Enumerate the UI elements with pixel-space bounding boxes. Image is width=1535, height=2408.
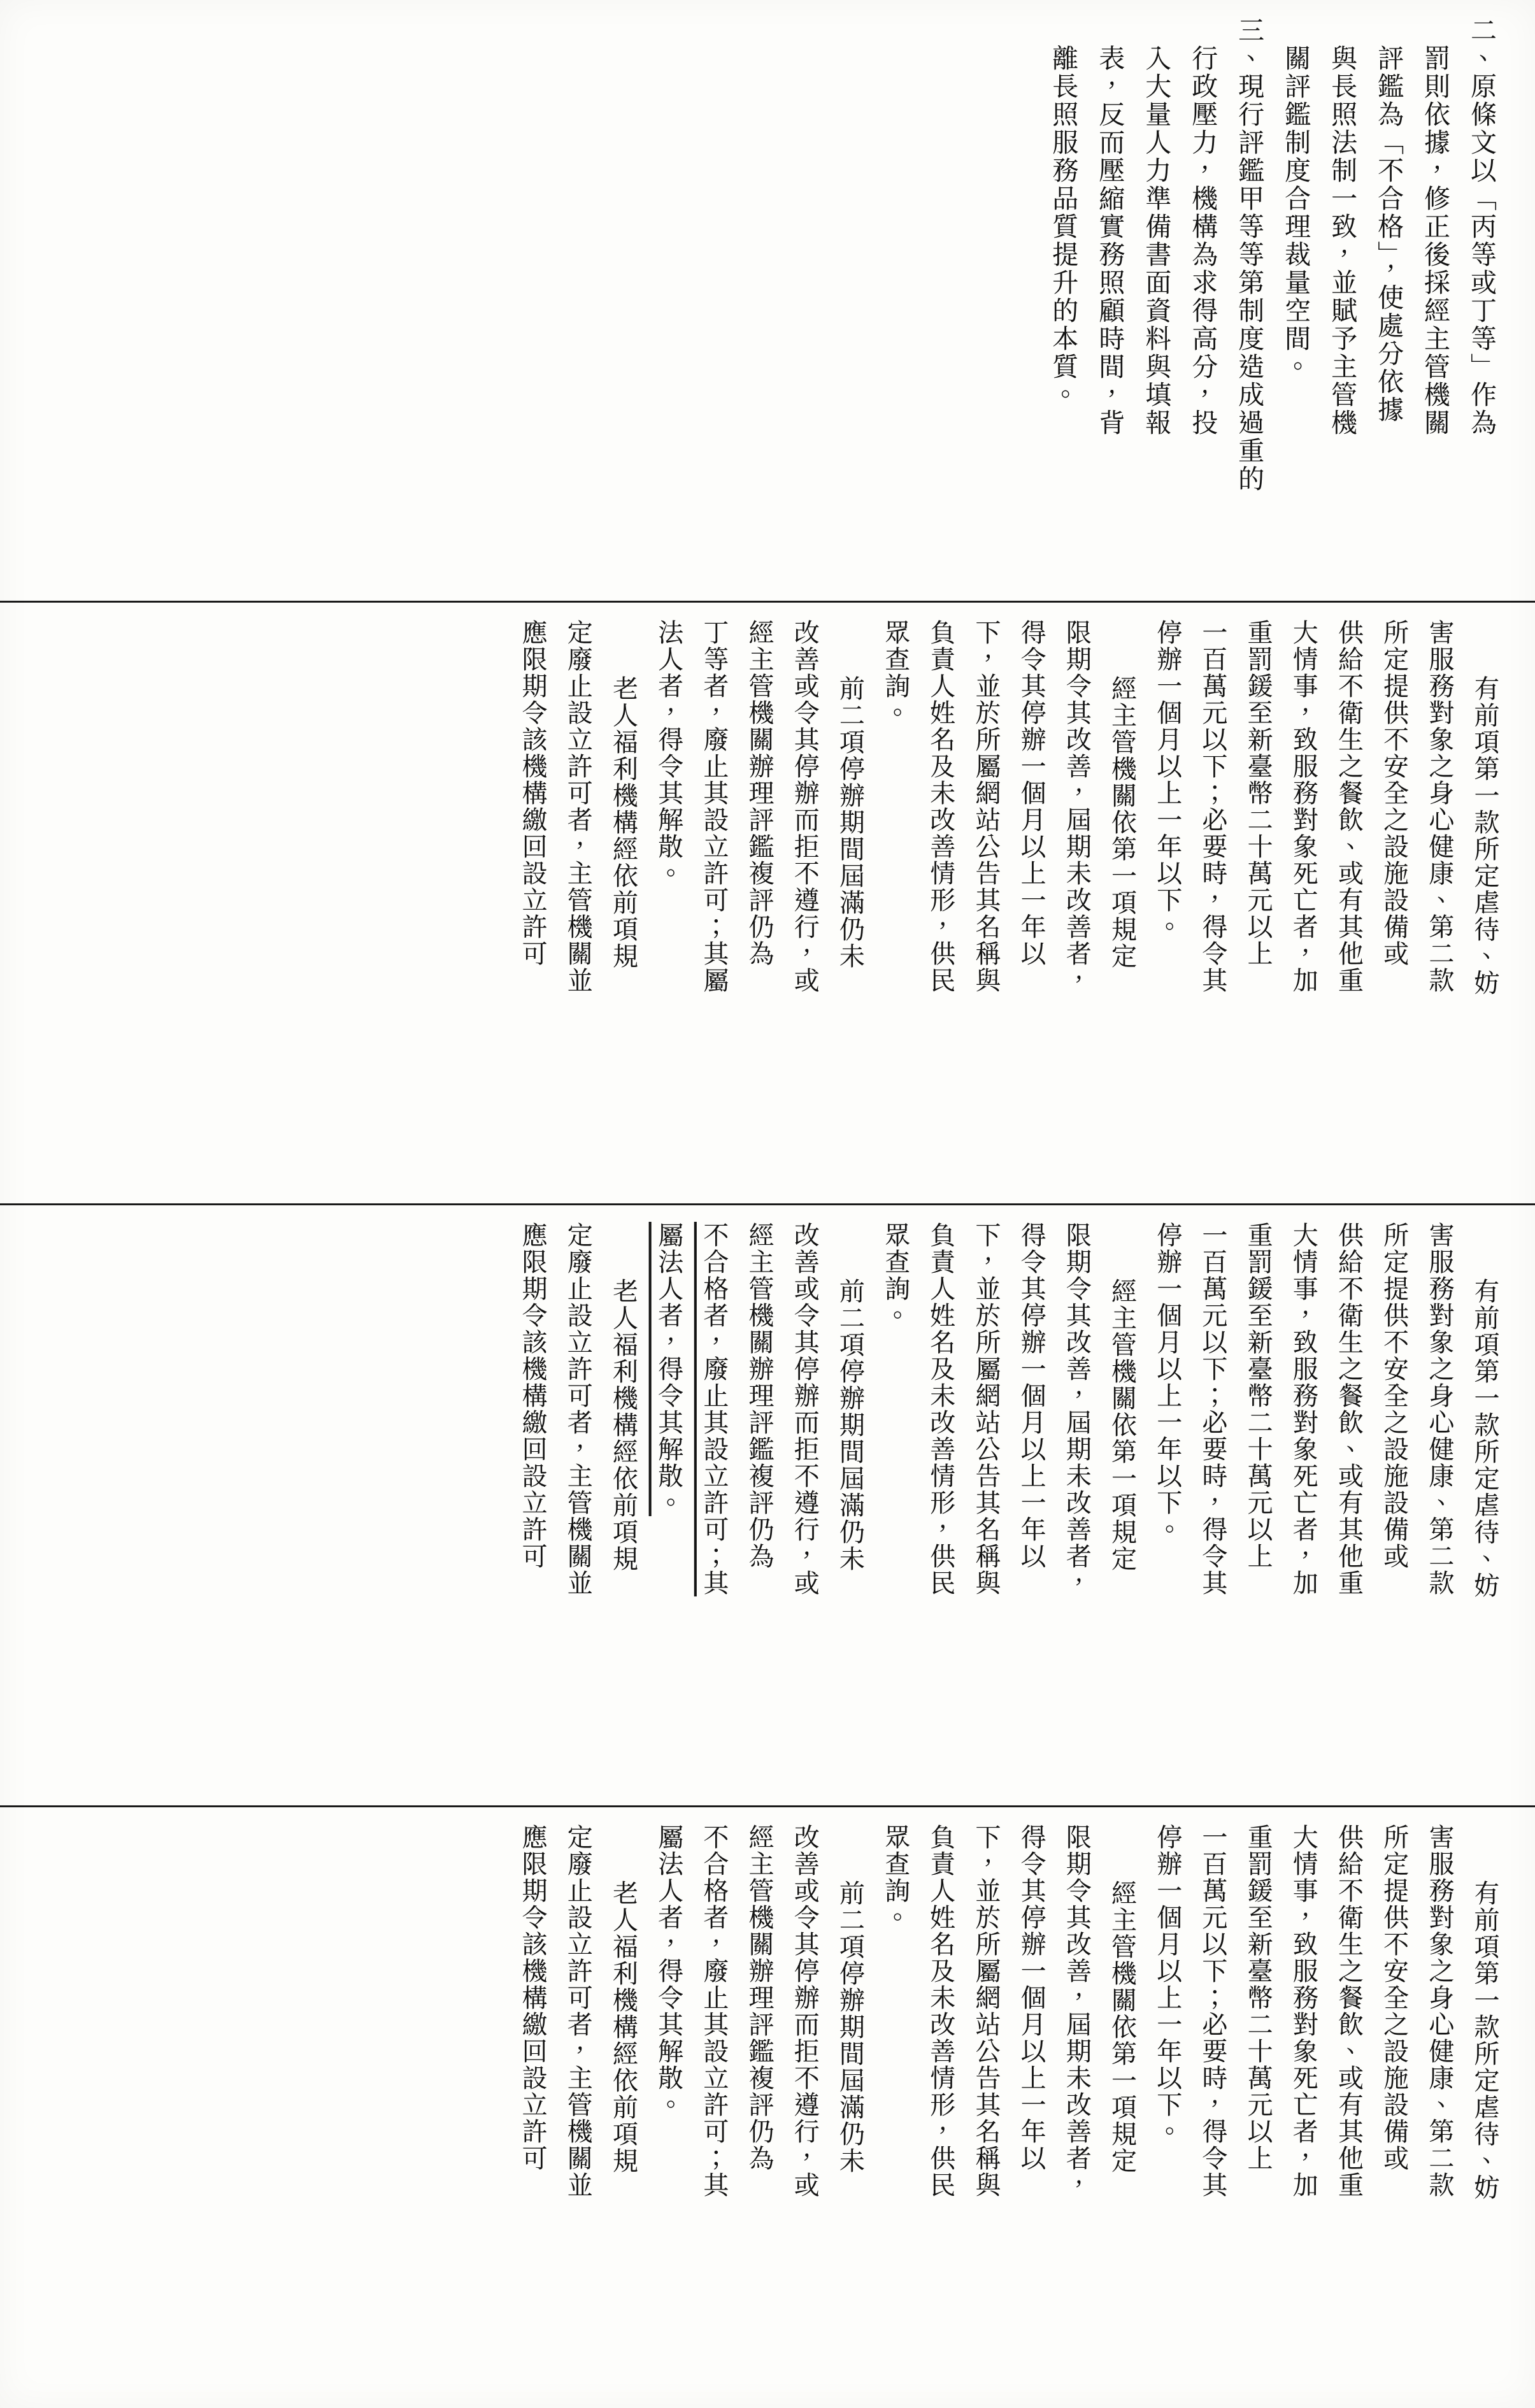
text-column: 應限期令該機構繳回設立許可 bbox=[518, 619, 548, 967]
text-column: 評鑑為「不合格」，使處分依據 bbox=[1373, 45, 1404, 424]
text-column: 有前項第一款所定虐待、妨 bbox=[1470, 1277, 1499, 1599]
text-column: 大情事，致服務對象死亡者，加 bbox=[1289, 1221, 1318, 1596]
text-column: 老人福利機構經依前項規 bbox=[608, 1880, 638, 2175]
text-column-underlined: 不合格者，廢止其設立許可；其 bbox=[699, 1221, 729, 1596]
text-band-explanation bbox=[0, 0, 1535, 601]
text-column: 定廢止設立許可者，主管機關並 bbox=[563, 1824, 593, 2199]
text-column: 限期令其改善，屆期未改善者， bbox=[1062, 619, 1092, 994]
text-column: 所定提供不安全之設施設備或 bbox=[1379, 619, 1409, 967]
text-column: 應限期令該機構繳回設立許可 bbox=[518, 1221, 548, 1570]
text-column: 二、原條文以「丙等或丁等」作為 bbox=[1466, 17, 1497, 437]
text-column: 得令其停辦一個月以上一年以 bbox=[1017, 1221, 1046, 1570]
text-column: 三、現行評鑑甲等等第制度造成過重的 bbox=[1234, 17, 1265, 493]
vertical-column-group bbox=[25, 1824, 1507, 2391]
text-column: 有前項第一款所定虐待、妨 bbox=[1470, 1880, 1499, 2202]
text-column: 一百萬元以下；必要時，得令其 bbox=[1197, 619, 1227, 994]
text-column: 定廢止設立許可者，主管機關並 bbox=[563, 1221, 593, 1596]
text-column: 眾查詢。 bbox=[880, 1824, 910, 1931]
text-column: 丁等者，廢止其設立許可；其屬 bbox=[699, 619, 729, 994]
text-column: 供給不衛生之餐飲、或有其他重 bbox=[1334, 1824, 1364, 2199]
text-column: 負責人姓名及未改善情形，供民 bbox=[925, 1221, 955, 1596]
text-column: 與長照法制一致，並賦予主管機 bbox=[1327, 45, 1358, 437]
text-column: 經主管機關依第一項規定 bbox=[1107, 675, 1137, 970]
text-band-comparison bbox=[0, 1805, 1535, 2408]
text-column: 改善或令其停辦而拒不遵行，或 bbox=[790, 1824, 820, 2199]
text-column: 眾查詢。 bbox=[880, 619, 910, 726]
text-column: 經主管機關辦理評鑑複評仍為 bbox=[745, 619, 774, 967]
text-column: 負責人姓名及未改善情形，供民 bbox=[925, 1824, 955, 2199]
text-column: 罰則依據，修正後採經主管機關 bbox=[1420, 45, 1451, 437]
text-column: 改善或令其停辦而拒不遵行，或 bbox=[790, 1221, 820, 1596]
text-column: 下，並於所屬網站公告其名稱與 bbox=[971, 1824, 1001, 2199]
text-column: 前二項停辦期間屆滿仍未 bbox=[835, 675, 865, 970]
text-column: 供給不衛生之餐飲、或有其他重 bbox=[1334, 1221, 1364, 1596]
text-column: 害服務對象之身心健康、第二款 bbox=[1424, 1824, 1454, 2199]
text-column: 得令其停辦一個月以上一年以 bbox=[1017, 1824, 1046, 2172]
text-column: 負責人姓名及未改善情形，供民 bbox=[925, 619, 955, 994]
text-column: 老人福利機構經依前項規 bbox=[608, 1277, 638, 1572]
text-column: 屬法人者，得令其解散。 bbox=[653, 1824, 683, 2119]
text-column: 老人福利機構經依前項規 bbox=[608, 675, 638, 970]
text-column: 下，並於所屬網站公告其名稱與 bbox=[971, 619, 1001, 994]
text-column: 經主管機關依第一項規定 bbox=[1107, 1880, 1137, 2175]
text-column: 離長照服務品質提升的本質。 bbox=[1048, 45, 1079, 409]
text-column: 一百萬元以下；必要時，得令其 bbox=[1197, 1221, 1227, 1596]
text-column: 不合格者，廢止其設立許可；其 bbox=[699, 1824, 729, 2199]
text-column: 得令其停辦一個月以上一年以 bbox=[1017, 619, 1046, 967]
vertical-column-group bbox=[25, 1222, 1507, 1789]
text-column: 眾查詢。 bbox=[880, 1221, 910, 1329]
text-column: 應限期令該機構繳回設立許可 bbox=[518, 1824, 548, 2172]
text-column: 表，反而壓縮實務照顧時間，背 bbox=[1094, 45, 1125, 437]
text-column: 停辦一個月以上一年以下。 bbox=[1152, 1221, 1182, 1543]
text-column: 經主管機關依第一項規定 bbox=[1107, 1277, 1137, 1572]
text-band-current-text bbox=[0, 1203, 1535, 1806]
vertical-column-group bbox=[25, 619, 1507, 1187]
text-column: 一百萬元以下；必要時，得令其 bbox=[1197, 1824, 1227, 2199]
text-column: 經主管機關辦理評鑑複評仍為 bbox=[745, 1221, 774, 1570]
vertical-column-group bbox=[25, 17, 1504, 584]
text-column: 經主管機關辦理評鑑複評仍為 bbox=[745, 1824, 774, 2172]
text-column: 前二項停辦期間屆滿仍未 bbox=[835, 1880, 865, 2175]
text-band-amended-text bbox=[0, 601, 1535, 1203]
text-column: 害服務對象之身心健康、第二款 bbox=[1424, 619, 1454, 994]
text-column: 大情事，致服務對象死亡者，加 bbox=[1289, 1824, 1318, 2199]
text-column: 供給不衛生之餐飲、或有其他重 bbox=[1334, 619, 1364, 994]
text-column: 入大量人力準備書面資料與填報 bbox=[1141, 45, 1172, 437]
text-column: 行政壓力，機構為求得高分，投 bbox=[1187, 45, 1218, 437]
text-column: 停辦一個月以上一年以下。 bbox=[1152, 619, 1182, 940]
text-column: 定廢止設立許可者，主管機關並 bbox=[563, 619, 593, 994]
text-column: 大情事，致服務對象死亡者，加 bbox=[1289, 619, 1318, 994]
text-column: 所定提供不安全之設施設備或 bbox=[1379, 1221, 1409, 1570]
text-column: 法人者，得令其解散。 bbox=[653, 619, 683, 887]
text-column: 有前項第一款所定虐待、妨 bbox=[1470, 675, 1499, 996]
text-column: 重罰鍰至新臺幣二十萬元以上 bbox=[1243, 1824, 1273, 2172]
text-column-underlined: 屬法人者，得令其解散。 bbox=[653, 1221, 683, 1516]
text-column: 害服務對象之身心健康、第二款 bbox=[1424, 1221, 1454, 1596]
text-column: 重罰鍰至新臺幣二十萬元以上 bbox=[1243, 619, 1273, 967]
text-column: 所定提供不安全之設施設備或 bbox=[1379, 1824, 1409, 2172]
text-column: 限期令其改善，屆期未改善者， bbox=[1062, 1221, 1092, 1596]
text-column: 下，並於所屬網站公告其名稱與 bbox=[971, 1221, 1001, 1596]
text-column: 改善或令其停辦而拒不遵行，或 bbox=[790, 619, 820, 994]
text-column: 重罰鍰至新臺幣二十萬元以上 bbox=[1243, 1221, 1273, 1570]
text-column: 停辦一個月以上一年以下。 bbox=[1152, 1824, 1182, 2146]
text-column: 限期令其改善，屆期未改善者， bbox=[1062, 1824, 1092, 2199]
text-column: 關評鑑制度合理裁量空間。 bbox=[1280, 45, 1311, 381]
text-column: 前二項停辦期間屆滿仍未 bbox=[835, 1277, 865, 1572]
